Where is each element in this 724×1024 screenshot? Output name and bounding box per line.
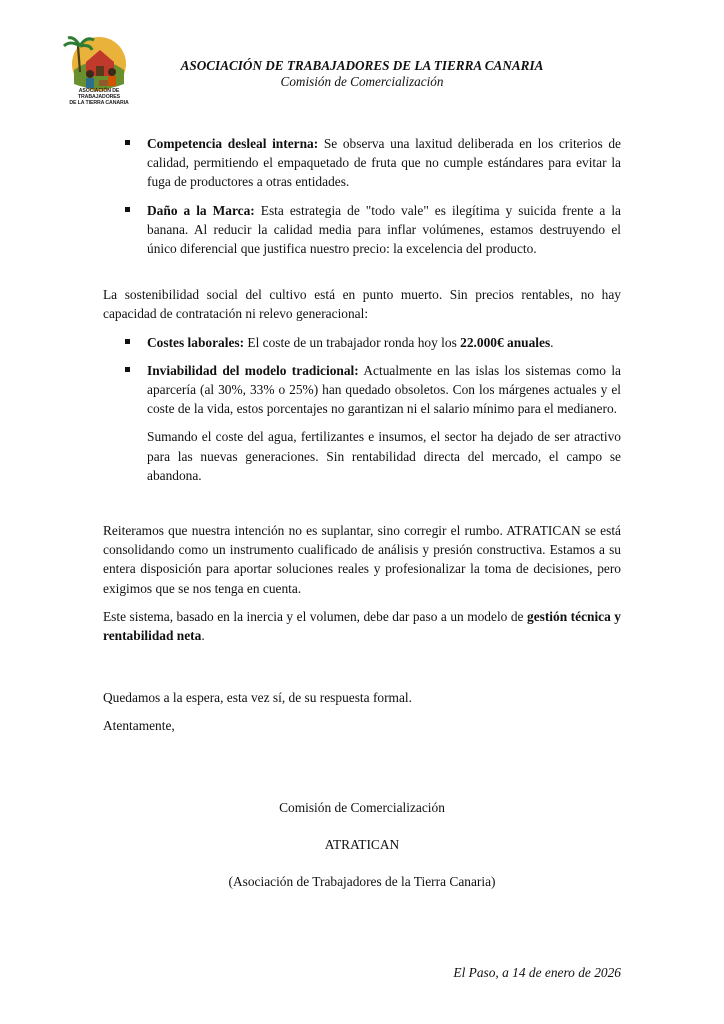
bullet-square-icon: [125, 207, 130, 212]
bullet-text: Actualmente en las islas los sistemas como la aparcería (al 30%, 33% o 25%) han quedado obsoletos. Con los márgenes actuales y el coste de la vida, estos porcentajes no garantizan ni el salario mínimo para el medianero.: [147, 362, 621, 417]
letter-header: [140, 58, 584, 90]
model-change-paragraph: [103, 607, 621, 645]
bullet-text-end: .: [550, 334, 554, 350]
quality-issues-list: [103, 134, 621, 258]
signature-acronym: ATRATICAN: [324, 836, 400, 852]
logo-caption-line2: DE LA TIERRA CANARIA: [69, 100, 129, 106]
bullet-square-icon: [125, 367, 130, 372]
logo-caption-line1: ASOCIACIÓN DE TRABAJADORES: [77, 88, 121, 100]
salutation: Atentamente,: [103, 718, 175, 734]
labor-issues-list: [103, 333, 621, 419]
closing-paragraph: Reiteramos que nuestra intención no es suplantar, sino corregir el rumbo. ATRATICAN se está consolidando como un instrumento cualificado de análisis y presión constructiva. Estamos a su entera disposición para aportar soluciones reales y profesionalizar la toma de decisiones, pero exigimos que se nos tenga en cuenta.: [103, 523, 621, 596]
letter-date: El Paso, a 14 de enero de 2026: [453, 965, 621, 980]
sustainability-intro: La sostenibilidad social del cultivo está en punto muerto. Sin precios rentables, no hay capacidad de contratación ni relevo generacional:: [103, 287, 621, 322]
signature-committee: Comisión de Comercialización: [279, 799, 445, 815]
signature-block: [103, 798, 621, 892]
bullet-title: Costes laborales:: [147, 334, 245, 350]
list-item: [103, 134, 621, 192]
bullet-title: Daño a la Marca:: [147, 202, 255, 218]
labor-cost-figure: 22.000€ anuales: [460, 334, 551, 350]
awaiting-response: Quedamos a la espera, esta vez sí, de su respuesta formal.: [103, 690, 412, 706]
bullet-title: Competencia desleal interna:: [147, 136, 319, 151]
bullet-square-icon: [125, 140, 130, 145]
bullet-square-icon: [125, 339, 130, 344]
cost-followup-paragraph: Sumando el coste del agua, fertilizantes e insumos, el sector ha dejado de ser atractivo para las nuevas generaciones. Sin rentabilidad directa del mercado, el campo se abandona.: [147, 429, 621, 483]
list-item: [103, 361, 621, 419]
bullet-text: Se observa una laxitud deliberada en los criterios de calidad, permitiendo el empaquetado de fruta que no cumple estándares para evitar la fuga de productores a otras entidades.: [147, 136, 621, 190]
list-item: [103, 333, 621, 352]
committee-name: Comisión de Comercialización: [280, 74, 444, 89]
model-change-emphasis: gestión técnica y rentabilidad neta: [103, 608, 622, 644]
letter-body: [103, 134, 621, 909]
model-change-end: .: [201, 628, 205, 644]
bullet-text: Esta estrategia de "todo vale" es ilegítima y suicida frente a la banana. Al reducir la calidad media para inflar volúmenes, estamos destruyendo el único diferencial que justifica nuestro precio: la excelencia del producto.: [147, 202, 622, 257]
signature-full-name: (Asociación de Trabajadores de la Tierra Canaria): [228, 874, 496, 890]
logo-emblem-icon: [56, 32, 142, 92]
bullet-title: Inviabilidad del modelo tradicional:: [147, 362, 359, 378]
logo-caption: [58, 88, 140, 106]
list-item: [103, 201, 621, 259]
model-change-text: Este sistema, basado en la inercia y el volumen, debe dar paso a un modelo de: [103, 608, 527, 624]
organization-name: ASOCIACIÓN DE TRABAJADORES DE LA TIERRA CANARIA: [180, 58, 544, 73]
bullet-text: El coste de un trabajador ronda hoy los: [244, 334, 461, 350]
